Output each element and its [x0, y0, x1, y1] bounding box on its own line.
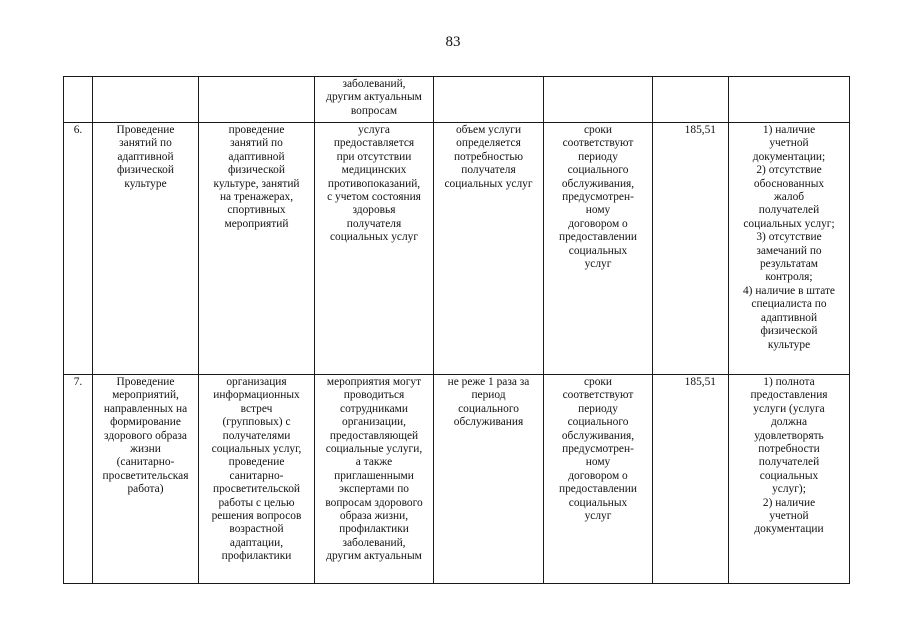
cell-text-line: получателя	[346, 217, 402, 230]
table-row	[64, 375, 850, 584]
cell-text-line: договором о	[568, 217, 628, 230]
cell-text-line: 3) отсутствие	[756, 231, 822, 244]
cell-text-line: работа)	[127, 483, 164, 496]
service-description-cell	[315, 375, 434, 584]
cell-text-line: социального	[567, 416, 629, 429]
cell-text-line: образа жизни,	[339, 510, 409, 523]
cell-text-line: ному	[585, 204, 611, 217]
cell-text-line: социальных услуг;	[743, 217, 835, 230]
quality-criteria-cell	[729, 77, 850, 123]
cell-text-line: получателей	[758, 456, 820, 469]
services-table	[63, 76, 850, 584]
service-terms-cell	[544, 123, 653, 375]
cell-text-line: организация	[226, 376, 287, 388]
cell-text-line: обслуживания,	[561, 177, 635, 190]
service-terms-cell	[544, 77, 653, 123]
cell-text-line: физической	[760, 325, 818, 338]
service-name-cell	[93, 375, 199, 584]
cell-text: 185,51	[684, 124, 716, 136]
cell-text-line: соответствуют	[562, 389, 634, 402]
cell-text-line: учетной	[769, 510, 809, 523]
quality-criteria-cell	[729, 375, 850, 584]
cell-text-line: проведение	[228, 456, 285, 469]
cell-text-line: сотрудниками	[340, 402, 408, 415]
cell-text-line: занятий по	[230, 137, 283, 150]
cell-text-line: другим актуальным	[326, 91, 422, 104]
cell-text-line: социальных	[568, 244, 628, 257]
cell-text-line: контроля;	[765, 271, 813, 284]
cell-text-line: адаптивной	[228, 150, 285, 163]
row-number-cell	[64, 77, 93, 123]
cell-text-line: культуре	[767, 338, 811, 351]
cell-text-line: экспертами по	[338, 483, 409, 496]
cell-text-line: профилактики	[221, 550, 292, 563]
cell-text-line: 1) наличие	[762, 124, 816, 136]
cell-text-line: занятий по	[119, 137, 172, 150]
service-description-cell	[315, 123, 434, 375]
cell-text-line: предоставляющей	[329, 429, 419, 442]
cell-text-line: 1) полнота	[763, 376, 815, 388]
cell-text-line: направленных на	[103, 402, 188, 415]
service-content-cell	[199, 375, 315, 584]
cell-text-line: услуг	[584, 510, 612, 523]
cell-text-line: предусмотрен-	[562, 443, 634, 456]
cell-text-line: заболеваний,	[342, 536, 406, 549]
service-volume-cell	[434, 77, 544, 123]
cell-text-line: не реже 1 раза за	[447, 376, 530, 388]
cell-text: 185,51	[684, 376, 716, 388]
row-number-cell	[64, 123, 93, 375]
cell-text-line: учетной	[769, 137, 809, 150]
cell-text-line: жалоб	[773, 191, 805, 204]
cell-text-line: просветительская	[102, 469, 189, 482]
service-terms-cell	[544, 375, 653, 584]
cell-text-line: социальных услуг	[329, 231, 419, 244]
cell-text-line: вопросам здорового	[325, 496, 423, 509]
cell-text-line: предоставлении	[559, 231, 637, 244]
cell-text-line: адаптивной	[117, 150, 174, 163]
cell-text-line: социальных услуг,	[211, 443, 302, 456]
cell-text-line: 2) отсутствие	[756, 164, 822, 177]
cell-text-line: противопоказаний,	[327, 177, 421, 190]
cell-text-line: физической	[117, 164, 174, 177]
cell-text-line: 2) наличие	[762, 496, 816, 509]
cell-text-line: организации,	[342, 416, 406, 429]
cell-text-line: периоду	[578, 150, 618, 163]
cell-text-line: предоставляется	[333, 137, 415, 150]
cell-text-line: работы с целью	[218, 496, 295, 509]
cell-text-line: социальные услуги,	[325, 443, 423, 456]
cell-text-line: мероприятий,	[112, 389, 179, 402]
cell-text-line: услуг	[584, 258, 612, 271]
cell-text-line: возрастной	[229, 523, 284, 536]
cell-text-line: сроки	[583, 376, 613, 388]
cell-text: 6.	[73, 124, 83, 136]
cell-text-line: предоставления	[750, 389, 828, 402]
cell-text-line: сроки	[583, 124, 613, 136]
cell-text-line: жизни	[130, 443, 161, 456]
cell-text-line: на тренажерах,	[219, 191, 294, 204]
cell-text-line: получателя	[461, 164, 516, 177]
service-price-cell	[653, 123, 729, 375]
cell-text-line: потребностью	[453, 150, 524, 163]
cell-text: 7.	[73, 376, 83, 388]
cell-text-line: (санитарно-	[116, 456, 175, 469]
cell-text-line: культуре, занятий	[213, 177, 300, 190]
cell-text-line: санитарно-	[229, 469, 284, 482]
cell-text-line: а также	[355, 456, 393, 469]
cell-text-line: должна	[770, 416, 808, 429]
service-volume-cell	[434, 123, 544, 375]
cell-text-line: физической	[228, 164, 285, 177]
cell-text-line: получателями	[222, 429, 291, 442]
cell-text-line: Проведение	[116, 124, 175, 136]
cell-text-line: информационных	[213, 389, 300, 402]
cell-text-line: адаптивной	[760, 311, 818, 324]
cell-text-line: обслуживания	[453, 416, 524, 429]
cell-text-line: здоровья	[352, 204, 396, 217]
cell-text-line: соответствуют	[562, 137, 634, 150]
cell-text-line: документации;	[752, 150, 826, 163]
cell-text-line: мероприятия могут	[326, 376, 422, 388]
cell-text-line: при отсутствии	[336, 150, 412, 163]
table-row	[64, 77, 850, 123]
cell-text-line: договором о	[568, 469, 628, 482]
cell-text-line: потребности	[758, 443, 820, 456]
cell-text-line: проведение	[228, 124, 285, 136]
service-price-cell	[653, 375, 729, 584]
cell-text-line: спортивных	[227, 204, 286, 217]
cell-text-line: определяется	[456, 137, 521, 150]
cell-text-line: получателей	[758, 204, 820, 217]
cell-text-line: социальных	[568, 496, 628, 509]
cell-text-line: услуга	[358, 124, 390, 136]
row-number-cell	[64, 375, 93, 584]
cell-text-line: мероприятий	[224, 217, 289, 230]
cell-text-line: приглашенными	[334, 469, 414, 482]
cell-text-line: формирование	[110, 416, 181, 429]
cell-text-line: замечаний по	[756, 244, 822, 257]
cell-text-line: (групповых) с	[222, 416, 291, 429]
cell-text-line: социальных услуг	[444, 177, 533, 190]
cell-text-line: результатам	[759, 258, 819, 271]
cell-text-line: Проведение	[116, 376, 175, 388]
service-content-cell	[199, 123, 315, 375]
table-row	[64, 123, 850, 375]
cell-text-line: социальных	[759, 469, 819, 482]
cell-text-line: адаптации,	[229, 536, 284, 549]
service-price-cell	[653, 77, 729, 123]
service-description-cell	[315, 77, 434, 123]
cell-text-line: обслуживания,	[561, 429, 635, 442]
cell-text-line: удовлетворять	[754, 429, 824, 442]
cell-text-line: социального	[567, 164, 629, 177]
cell-text-line: вопросам	[350, 104, 398, 117]
service-name-cell	[93, 123, 199, 375]
cell-text-line: специалиста по	[751, 298, 827, 311]
cell-text-line: периоду	[578, 402, 618, 415]
cell-text-line: заболеваний,	[342, 78, 406, 90]
cell-text-line: услуги (услуга	[753, 402, 825, 415]
cell-text-line: 4) наличие в штате	[742, 284, 835, 297]
quality-criteria-cell	[729, 123, 850, 375]
page-number: 83	[445, 34, 461, 50]
service-content-cell	[199, 77, 315, 123]
cell-text-line: обоснованных	[753, 177, 825, 190]
cell-text-line: просветительской	[213, 483, 300, 496]
cell-text-line: проводиться	[343, 389, 405, 402]
cell-text-line: другим актуальным	[326, 550, 422, 563]
cell-text-line: культуре	[124, 177, 167, 190]
cell-text-line: медицинских	[341, 164, 407, 177]
cell-text-line: ному	[585, 456, 611, 469]
cell-text-line: с учетом состояния	[327, 191, 421, 204]
cell-text-line: период	[471, 389, 506, 402]
cell-text-line: предусмотрен-	[562, 191, 634, 204]
cell-text-line: решения вопросов	[211, 510, 302, 523]
cell-text-line: социального	[458, 402, 519, 415]
cell-text-line: профилактики	[339, 523, 409, 536]
cell-text-line: здорового образа	[104, 429, 187, 442]
cell-text-line: документации	[754, 523, 824, 536]
service-volume-cell	[434, 375, 544, 584]
cell-text-line: объем услуги	[455, 124, 522, 136]
service-name-cell	[93, 77, 199, 123]
cell-text-line: услуг);	[772, 483, 806, 496]
cell-text-line: встреч	[240, 402, 273, 415]
cell-text-line: предоставлении	[559, 483, 637, 496]
